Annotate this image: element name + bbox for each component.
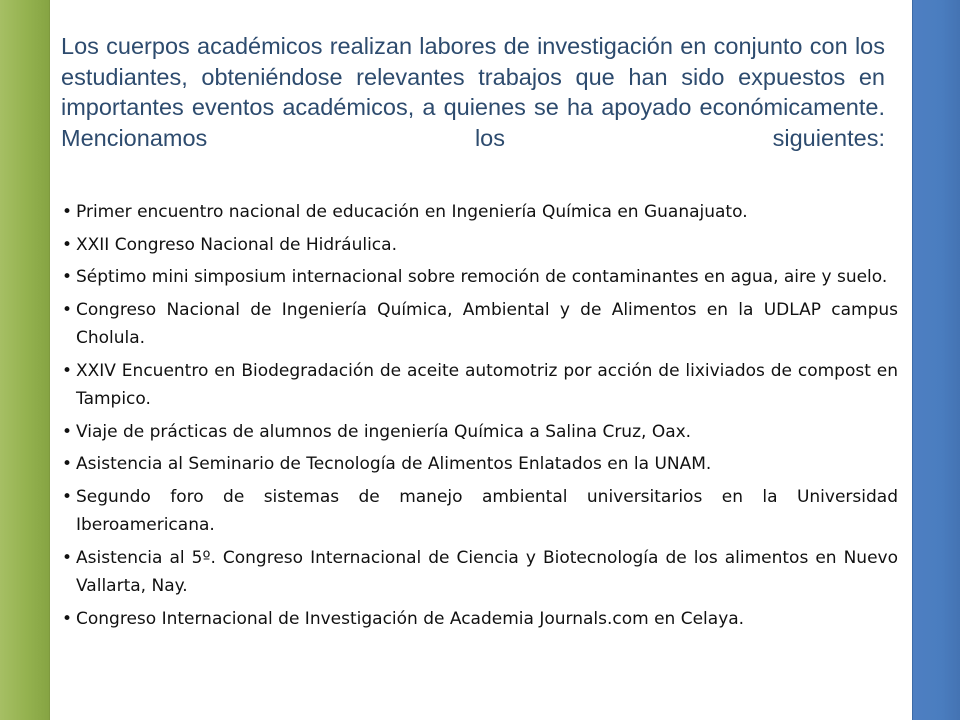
list-item-text: Asistencia al 5º. Congreso Internacional de Ciencia y Biotecnología de los alimentos en Nuevo Vallarta, Nay. bbox=[76, 547, 898, 596]
intro-paragraph: Los cuerpos académicos realizan labores de investigación en conjunto con los estudiantes, obteniéndose relevantes trabajos que han sido expuestos en importantes eventos académicos, a quienes se ha apoyado económicamente. Mencionamos los siguientes: bbox=[61, 33, 885, 151]
list-item-text: Congreso Nacional de Ingeniería Química, Ambiental y de Alimentos en la UDLAP campus Cholula. bbox=[76, 299, 898, 348]
list-item-text: XXII Congreso Nacional de Hidráulica. bbox=[76, 234, 397, 255]
list-item bbox=[62, 605, 898, 634]
list-item-text: Asistencia al Seminario de Tecnología de Alimentos Enlatados en la UNAM. bbox=[76, 454, 712, 474]
right-accent-bar bbox=[912, 0, 960, 720]
list-item bbox=[62, 357, 898, 414]
list-item bbox=[62, 544, 898, 601]
list-item bbox=[62, 231, 898, 260]
list-item bbox=[62, 296, 898, 353]
list-item bbox=[62, 263, 898, 292]
list-item bbox=[62, 450, 898, 479]
list-item bbox=[62, 418, 898, 447]
list-item bbox=[62, 198, 898, 227]
list-item-text: Séptimo mini simposium internacional sobre remoción de contaminantes en agua, aire y suelo. bbox=[76, 267, 888, 287]
bullet-icon: • bbox=[62, 360, 73, 381]
list-item bbox=[62, 483, 898, 540]
bullet-icon: • bbox=[62, 454, 73, 474]
list-item-text: Congreso Internacional de Investigación de Academia Journals.com en Celaya. bbox=[76, 608, 745, 629]
list-item-text: XXIV Encuentro en Biodegradación de aceite automotriz por acción de lixiviados de compost en Tampico. bbox=[76, 360, 898, 409]
bullet-icon: • bbox=[62, 486, 73, 507]
bullet-icon: • bbox=[62, 547, 73, 568]
bullet-icon: • bbox=[62, 299, 73, 320]
list-item-text: Segundo foro de sistemas de manejo ambiental universitarios en la Universidad Iberoamericana. bbox=[76, 486, 898, 535]
list-item-text: Primer encuentro nacional de educación en Ingeniería Química en Guanajuato. bbox=[76, 202, 748, 222]
list-item-text: Viaje de prácticas de alumnos de ingeniería Química a Salina Cruz, Oax. bbox=[76, 421, 692, 442]
events-list bbox=[62, 198, 898, 637]
bullet-icon: • bbox=[62, 234, 73, 255]
bullet-icon: • bbox=[62, 421, 73, 442]
bullet-icon: • bbox=[62, 202, 73, 222]
bullet-icon: • bbox=[62, 608, 73, 629]
bullet-icon: • bbox=[62, 267, 73, 287]
left-accent-bar bbox=[0, 0, 50, 720]
